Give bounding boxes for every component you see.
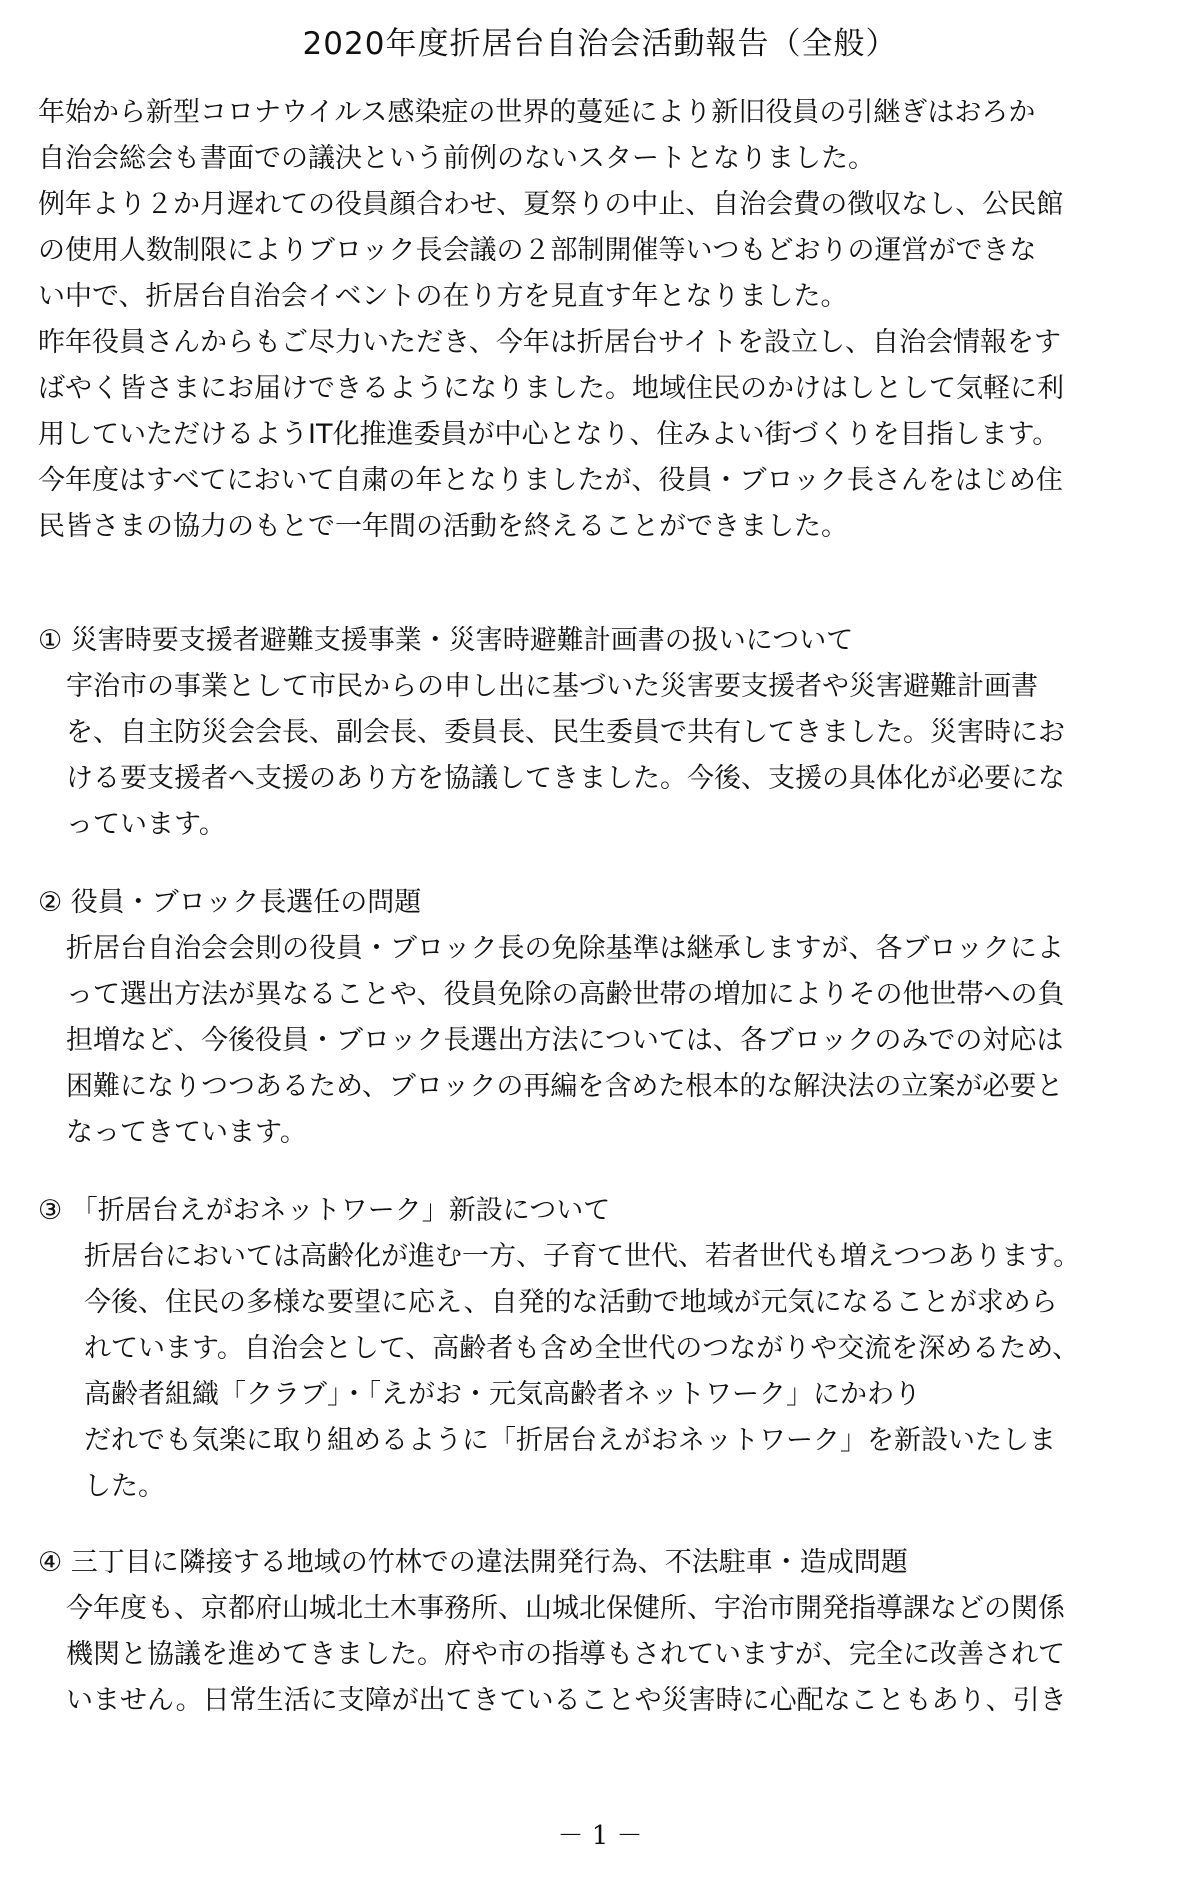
text-line: っています。: [66, 809, 226, 840]
text-line: 年始から新型コロナウイルス感染症の世界的蔓延により新旧役員の引継ぎはおろか: [38, 97, 1036, 128]
text-line: を、自主防災会会長、副会長、委員長、民生委員で共有してきました。災害時にお: [66, 717, 1065, 748]
text-line: 昨年役員さんからもご尽力いただき、今年は折居台サイトを設立し、自治会情報をす: [38, 327, 1062, 358]
text-line: 宇治市の事業として市民からの申し出に基づいた災害要支援者や災害避難計画書: [66, 671, 1038, 702]
text-line: いません。日常生活に支障が出てきていることや災害時に心配なこともあり、引き: [66, 1685, 1067, 1716]
text-line: って選出方法が異なることや、役員免除の高齢世帯の増加によりその他世帯への負: [66, 979, 1065, 1010]
section-body: [38, 1234, 1168, 1510]
text-line: だれでも気楽に取り組めるように「折居台えがおネットワーク」を新設いたしま: [84, 1425, 1056, 1456]
section-illegal-development: [38, 1540, 1168, 1724]
page-title: 2020年度折居台自治会活動報告（全般）: [302, 26, 898, 62]
text-line: 今年度も、京都府山城北土木事務所、山城北保健所、宇治市開発指導課などの関係: [66, 1593, 1065, 1624]
text-line: 例年より２か月遅れての役員顔合わせ、夏祭りの中止、自治会費の徴収なし、公民館: [38, 189, 1064, 220]
text-line: 今後、住民の多様な要望に応え、自発的な活動で地域が元気になることが求めら: [84, 1287, 1058, 1318]
text-line: 高齢者組織「クラブ」・「えがお・元気高齢者ネットワーク」にかわり: [84, 1379, 921, 1410]
text-line: れています。自治会として、高齢者も含め全世代のつながりや交流を深めるため、: [84, 1333, 1080, 1364]
text-line: 民皆さまの協力のもとで一年間の活動を終えることができました。: [38, 511, 848, 542]
text-line: 折居台においては高齢化が進む一方、子育て世代、若者世代も増えつつあります。: [84, 1241, 1081, 1272]
section-heading: ④ 三丁目に隣接する地域の竹林での違法開発行為、不法駐車・造成問題: [38, 1547, 908, 1578]
text-line: 困難になりつつあるため、ブロックの再編を含めた根本的な解決法の立案が必要と: [66, 1071, 1064, 1102]
text-line: の使用人数制限によりブロック長会議の２部制開催等いつもどおりの運営ができな: [38, 235, 1037, 266]
section-egao-network: [38, 1188, 1168, 1510]
section-heading: ① 災害時要支援者避難支援事業・災害時避難計画書の扱いについて: [38, 625, 854, 656]
text-line: 今年度はすべてにおいて自粛の年となりましたが、役員・ブロック長さんをはじめ住: [38, 465, 1063, 496]
section-heading: ② 役員・ブロック長選任の問題: [38, 887, 422, 918]
text-line: なってきています。: [66, 1117, 307, 1148]
text-line: ばやく皆さまにお届けできるようになりました。地域住民のかけはしとして気軽に利: [38, 373, 1064, 404]
page-number: － 1 －: [557, 1821, 643, 1851]
section-body: [38, 926, 1168, 1156]
section-officer-selection: [38, 880, 1168, 1156]
section-disaster-support: [38, 618, 1168, 848]
text-line: 機関と協議を進めてきました。府や市の指導もされていますが、完全に改善されて: [66, 1639, 1065, 1670]
text-line: い中で、折居台自治会イベントの在り方を見直す年となりました。: [38, 281, 848, 312]
intro-paragraph: [38, 90, 1168, 550]
text-line: 担増など、今後役員・ブロック長選出方法については、各ブロックのみでの対応は: [66, 1025, 1064, 1056]
text-line: ける要支援者へ支援のあり方を協議してきました。今後、支援の具体化が必要にな: [66, 763, 1065, 794]
section-body: [38, 1586, 1168, 1724]
section-heading: ③ 「折居台えがおネットワーク」新設について: [38, 1195, 611, 1226]
text-line: 用していただけるようIT化推進委員が中心となり、住みよい街づくりを目指します。: [38, 419, 1060, 450]
section-body: [38, 664, 1168, 848]
text-line: 自治会総会も書面での議決という前例のないスタートとなりました。: [38, 143, 875, 174]
text-line: 折居台自治会会則の役員・ブロック長の免除基準は継承しますが、各ブロックによ: [66, 933, 1064, 964]
text-line: した。: [84, 1471, 165, 1502]
